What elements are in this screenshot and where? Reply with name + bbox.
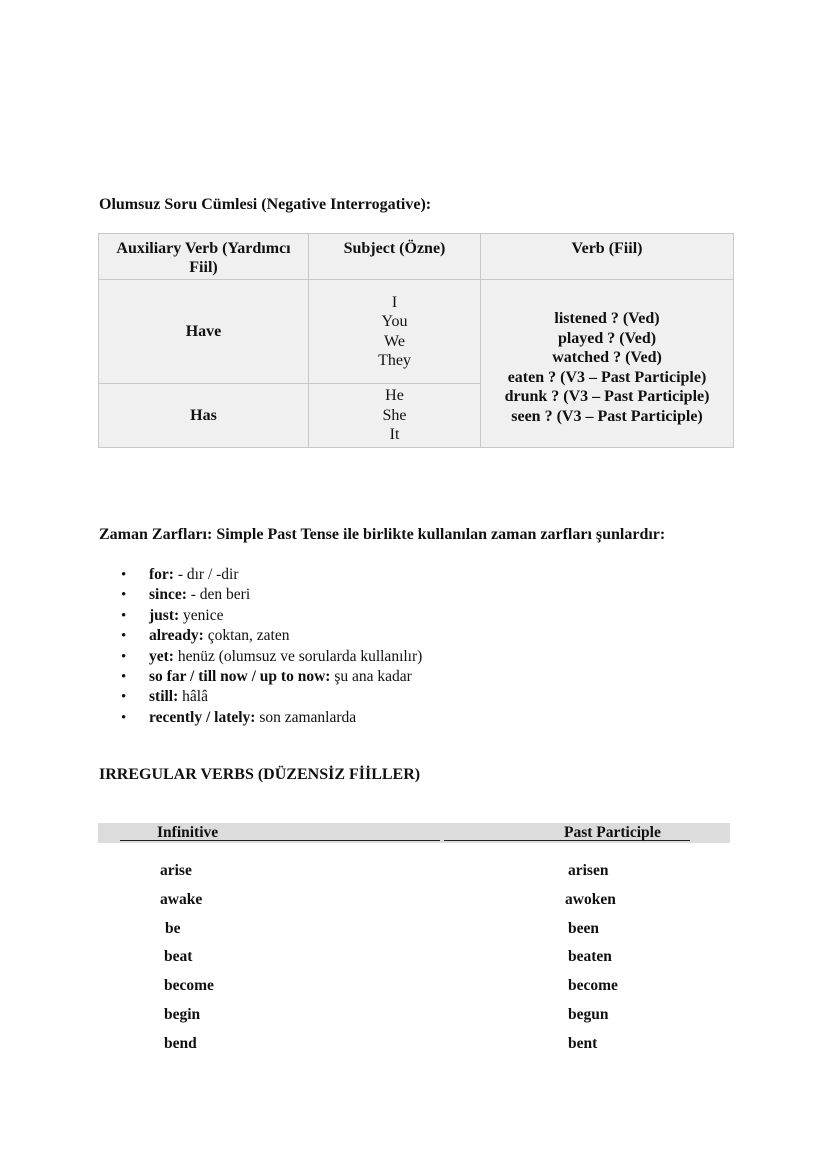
- list-item: [99, 667, 422, 687]
- list-item: [99, 585, 422, 605]
- irregular-verbs-title: IRREGULAR VERBS (DÜZENSİZ FİİLLER): [99, 766, 421, 783]
- list-item: [0, 862, 828, 891]
- adverb-meaning: son zamanlarda: [255, 708, 357, 726]
- infinitive: awake: [160, 890, 203, 908]
- past-participle: beaten: [568, 948, 612, 966]
- infinitive: arise: [160, 862, 192, 879]
- subject-item: They: [378, 352, 411, 369]
- table-row: [99, 280, 734, 384]
- header-subject: Subject (Özne): [309, 234, 481, 280]
- adverb-meaning: - den beri: [186, 586, 251, 604]
- bullet-icon: •: [121, 689, 127, 706]
- past-participle: been: [568, 919, 599, 937]
- verb-item: drunk ? (V3 – Past Participle): [504, 388, 710, 405]
- adverb-term: for:: [149, 566, 174, 583]
- adverb-term: still:: [149, 688, 179, 706]
- list-item: [0, 1035, 828, 1064]
- header-verb: Verb (Fiil): [481, 234, 734, 280]
- past-participle: bent: [568, 1034, 598, 1052]
- subjects-has: [309, 384, 481, 448]
- subject-item: She: [382, 406, 407, 424]
- adverb-term: already:: [149, 627, 204, 645]
- past-participle: arisen: [568, 862, 609, 879]
- list-item: [0, 948, 828, 977]
- infinitive: become: [164, 977, 214, 995]
- verb-item: eaten ? (V3 – Past Participle): [507, 368, 707, 386]
- subjects-have: [309, 280, 481, 384]
- bullet-icon: •: [121, 567, 127, 583]
- infinitive: begin: [164, 1005, 201, 1023]
- adverb-meaning: çoktan, zaten: [203, 627, 290, 645]
- adverb-term: just:: [149, 606, 180, 624]
- list-item: [99, 708, 422, 728]
- verb-item: seen ? (V3 – Past Participle): [511, 407, 703, 425]
- list-item: [0, 1006, 828, 1035]
- list-item: [0, 977, 828, 1006]
- adverb-meaning: - dır / -dir: [173, 566, 239, 583]
- column-past-participle: Past Participle: [564, 824, 661, 841]
- adverb-term: yet:: [149, 647, 174, 665]
- infinitive: beat: [164, 948, 193, 966]
- column-infinitive: Infinitive: [157, 824, 219, 841]
- adverb-term: recently / lately:: [149, 708, 256, 726]
- bullet-icon: •: [121, 628, 127, 645]
- infinitive: bend: [164, 1034, 197, 1052]
- aux-have: Have: [99, 280, 309, 384]
- bullet-icon: •: [121, 587, 127, 604]
- verb-item: played ? (Ved): [557, 329, 657, 347]
- time-adverbs-title: Zaman Zarfları: Simple Past Tense ile birlikte kullanılan zaman zarfları şunlardır:: [99, 526, 666, 543]
- list-item: [0, 891, 828, 920]
- list-item: [99, 626, 422, 646]
- past-participle: begun: [568, 1005, 609, 1023]
- adverb-meaning: yenice: [179, 606, 224, 624]
- past-participle: become: [568, 977, 618, 995]
- verb-item: listened ? (Ved): [554, 310, 660, 327]
- negative-interrogative-title: Olumsuz Soru Cümlesi (Negative Interrogative):: [99, 196, 432, 213]
- adverb-term: since:: [149, 586, 187, 604]
- list-item: [99, 565, 422, 585]
- subject-item: We: [384, 332, 405, 350]
- past-participle: awoken: [565, 890, 616, 908]
- subject-item: It: [389, 426, 400, 444]
- time-adverbs-list: [99, 565, 422, 728]
- list-item: [99, 647, 422, 667]
- subject-item: You: [381, 313, 408, 330]
- adverb-meaning: henüz (olumsuz ve sorularda kullanılır): [173, 647, 423, 665]
- verb-item: watched ? (Ved): [552, 349, 662, 366]
- adverb-meaning: şu ana kadar: [330, 668, 412, 686]
- list-item: [99, 606, 422, 626]
- bullet-icon: •: [121, 607, 127, 624]
- negative-interrogative-table: [98, 233, 734, 448]
- verb-list-cell: [481, 280, 734, 448]
- irregular-verbs-list: [0, 862, 828, 1064]
- bullet-icon: •: [121, 709, 127, 726]
- bullet-icon: •: [121, 669, 127, 686]
- header-auxiliary-verb: Auxiliary Verb (Yardımcı Fiil): [99, 234, 309, 280]
- adverb-term: so far / till now / up to now:: [149, 668, 331, 686]
- list-item: [99, 687, 422, 707]
- subject-item: I: [391, 293, 398, 311]
- aux-has: Has: [99, 384, 309, 448]
- subject-item: He: [385, 387, 404, 405]
- table-header-row: [99, 234, 734, 280]
- list-item: [0, 920, 828, 949]
- irregular-verbs-header: [98, 823, 730, 843]
- infinitive: be: [165, 919, 181, 937]
- adverb-meaning: hâlâ: [178, 688, 208, 706]
- bullet-icon: •: [121, 648, 127, 665]
